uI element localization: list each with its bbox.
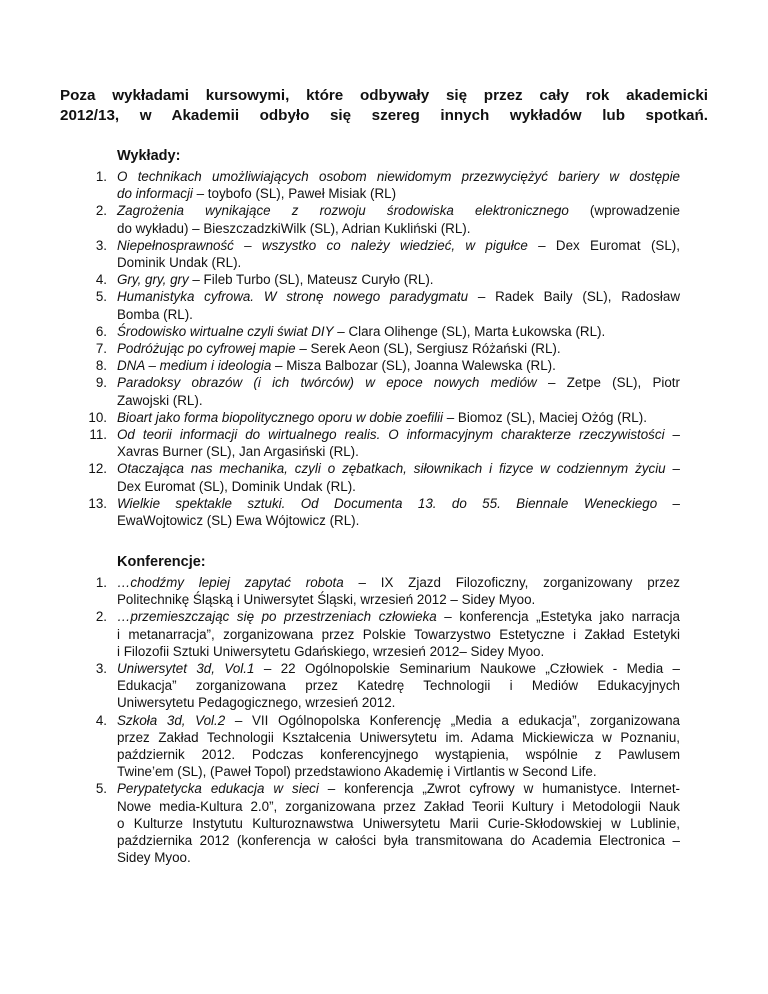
lecture-speakers: – Dex Euromat (SL), [527, 237, 680, 253]
lecture-title: Wielkie spektakle sztuki. Od Documenta 13. do 55. Biennale Weneckiego [117, 495, 658, 511]
item-number: 11. [89, 427, 107, 443]
list-item [0, 460, 680, 494]
conference-details: Edukacja” zorganizowana przez Katedrę Technologii i Mediów Edukacyjnych [117, 678, 680, 694]
lecture-title: Środowisko wirtualne czyli świat DIY [117, 323, 334, 339]
lecture-speakers: – Biomoz (SL), Maciej Ożóg (RL). [443, 409, 647, 425]
conference-details: październik 2012. Podczas konferencyjnego wystąpienia, wspólnie z Pawlusem [117, 747, 680, 763]
item-number: 13. [88, 495, 107, 511]
lecture-speakers: – [664, 427, 680, 443]
conferences-heading: Konferencje: [117, 554, 206, 570]
list-item [0, 271, 680, 288]
lecture-title: O technikach umożliwiających osobom niewidomym przezwyciężyć bariery w dostępie [117, 169, 680, 184]
lecture-speakers: – Serek Aeon (SL), Sergiusz Różański (RL). [295, 341, 561, 357]
conference-details: Twine’em (SL), (Paweł Topol) przedstawiono Akademię i Virtlantis w Second Life. [117, 764, 597, 780]
conference-details: Nowe media-Kultura 2.0”, zorganizowana przez Zakład Teorii Kultury i Metodologii Nauk [117, 798, 680, 814]
list-item [0, 237, 680, 271]
talk-title: …przemieszczając się po przestrzeniach człowieka [117, 609, 437, 625]
item-number: 6. [95, 323, 107, 339]
lecture-speakers: Bomba (RL). [117, 306, 193, 322]
lecture-speakers: – Fileb Turbo (SL), Mateusz Curyło (RL). [188, 272, 434, 288]
list-item [0, 409, 680, 426]
conference-details: – VII Ogólnopolska Konferencję „Media a edukacja”, zorganizowana [225, 712, 680, 728]
list-item [0, 574, 680, 608]
list-item [0, 323, 680, 340]
lecture-speakers: – Clara Olihenge (SL), Marta Łukowska (RL). [333, 323, 606, 339]
item-number: 8. [95, 358, 107, 374]
talk-title: Szkoła 3d, Vol.2 [117, 712, 226, 728]
conference-details: i Filozofii Sztuki Uniwersytetu Gdańskiego, wrzesień 2012– Sidey Myoo. [117, 643, 545, 659]
list-item [0, 660, 680, 712]
lecture-speakers: Xavras Burner (SL), Jan Argasiński (RL). [117, 444, 359, 460]
conference-details: o Kulturze Instytutu Kulturoznawstwa Uniwersytetu Marii Curie-Skłodowskiej w Lublinie, [117, 815, 680, 831]
item-number: 5. [95, 289, 107, 305]
lecture-title: DNA – medium i ideologia [117, 358, 272, 374]
item-number: 4. [95, 272, 107, 288]
list-item [0, 168, 680, 202]
lecture-speakers: – [657, 495, 680, 511]
conference-details: – IX Zjazd Filozoficzny, zorganizowany przez [343, 575, 680, 590]
item-number: 10. [88, 409, 107, 425]
title-line: Poza wykładami kursowymi, które odbywały się przez cały rok akademicki [60, 87, 708, 104]
lecture-speakers: – [665, 461, 680, 477]
item-number: 4. [95, 712, 107, 728]
lecture-title: do informacji [117, 186, 193, 202]
item-number: 3. [95, 661, 107, 677]
lecture-speakers: (wprowadzenie [568, 203, 680, 219]
list-item [0, 340, 680, 357]
item-number: 2. [95, 203, 107, 219]
list-item [0, 288, 680, 322]
item-number: 9. [95, 375, 107, 391]
lecture-speakers: do wykładu) – BieszczadzkiWilk (SL), Adrian Kukliński (RL). [117, 220, 471, 236]
talk-title: …chodźmy lepiej zapytać robota [117, 575, 344, 590]
conference-details: przez Zakład Technologii Kształcenia Uniwersytetu im. Adama Mickiewicza w Poznaniu, [117, 729, 680, 745]
item-number: 12. [88, 461, 107, 477]
conference-details: – konferencja „Estetyka jako narracja [436, 609, 680, 625]
lecture-title: Otaczająca nas mechanika, czyli o zębatkach, siłownikach i fizyce w codziennym życiu [117, 461, 666, 477]
lecture-title: Zagrożenia wynikające z rozwoju środowiska elektronicznego [117, 203, 569, 219]
lecture-speakers: – Radek Baily (SL), Radosław [468, 289, 680, 305]
conference-details: października 2012 (konferencja w całości była transmitowana do Academia Electronica – [117, 833, 680, 849]
item-number: 5. [95, 781, 107, 797]
lecture-title: Podróżując po cyfrowej mapie [117, 341, 296, 357]
lecture-title: Od teorii informacji do wirtualnego realis. O informacyjnym charakterze rzeczywistości [117, 427, 665, 443]
page-title [60, 86, 708, 126]
lecture-speakers: Zawojski (RL). [117, 392, 203, 408]
conference-details: Sidey Myoo. [117, 850, 191, 866]
lecture-speakers: Dex Euromat (SL), Dominik Undak (RL). [117, 478, 356, 494]
lecture-title: Niepełnosprawność – wszystko co należy wiedzieć, w pigułce [117, 237, 528, 253]
lecture-speakers: EwaWojtowicz (SL) Ewa Wójtowicz (RL). [117, 513, 360, 529]
lectures-list [0, 168, 768, 529]
item-number: 2. [95, 609, 107, 625]
item-number: 1. [95, 575, 107, 590]
lecture-speakers: Dominik Undak (RL). [117, 255, 242, 271]
list-item [0, 712, 680, 781]
lecture-title: Humanistyka cyfrowa. W stronę nowego paradygmatu [117, 289, 469, 305]
list-item [0, 495, 680, 529]
talk-title: Perypatetycka edukacja w sieci [117, 781, 319, 797]
talk-title: Uniwersytet 3d, Vol.1 [117, 661, 255, 677]
conference-details: – 22 Ogólnopolskie Seminarium Naukowe „Człowiek - Media – [254, 661, 680, 677]
lecture-title: Paradoksy obrazów (i ich twórców) w epoce nowych mediów [117, 375, 537, 391]
list-item [0, 426, 680, 460]
lecture-speakers: – Zetpe (SL), Piotr [536, 375, 680, 391]
list-item [0, 608, 680, 660]
lecture-title: Bioart jako forma biopolitycznego oporu w dobie zoefilii [117, 409, 444, 425]
conference-details: Uniwersytetu Pedagogicznego, wrzesień 2012. [117, 695, 396, 711]
conferences-list [0, 574, 768, 866]
lectures-heading: Wykłady: [117, 148, 181, 164]
list-item [0, 202, 680, 236]
conference-details: Politechnikę Śląską i Uniwersytet Śląski, wrzesień 2012 – Sidey Myoo. [117, 592, 536, 608]
list-item [0, 374, 680, 408]
conference-details: – konferencja „Zwrot cyfrowy w humanistyce. Internet- [318, 781, 680, 797]
list-item [0, 357, 680, 374]
conference-details: i metanarracja”, zorganizowana przez Polskie Towarzystwo Estetyczne i Zakład Estetyki [117, 626, 680, 642]
title-line: 2012/13, w Akademii odbyło się szereg innych wykładów lub spotkań. [60, 107, 708, 124]
lecture-title: Gry, gry, gry [117, 272, 189, 288]
list-item [0, 780, 680, 866]
lecture-speakers: – Misza Balbozar (SL), Joanna Walewska (RL). [271, 358, 556, 374]
item-number: 7. [95, 341, 107, 357]
item-number: 3. [95, 237, 107, 253]
lecture-speakers: – toybofo (SL), Paweł Misiak (RL) [192, 186, 397, 202]
item-number: 1. [95, 169, 107, 184]
